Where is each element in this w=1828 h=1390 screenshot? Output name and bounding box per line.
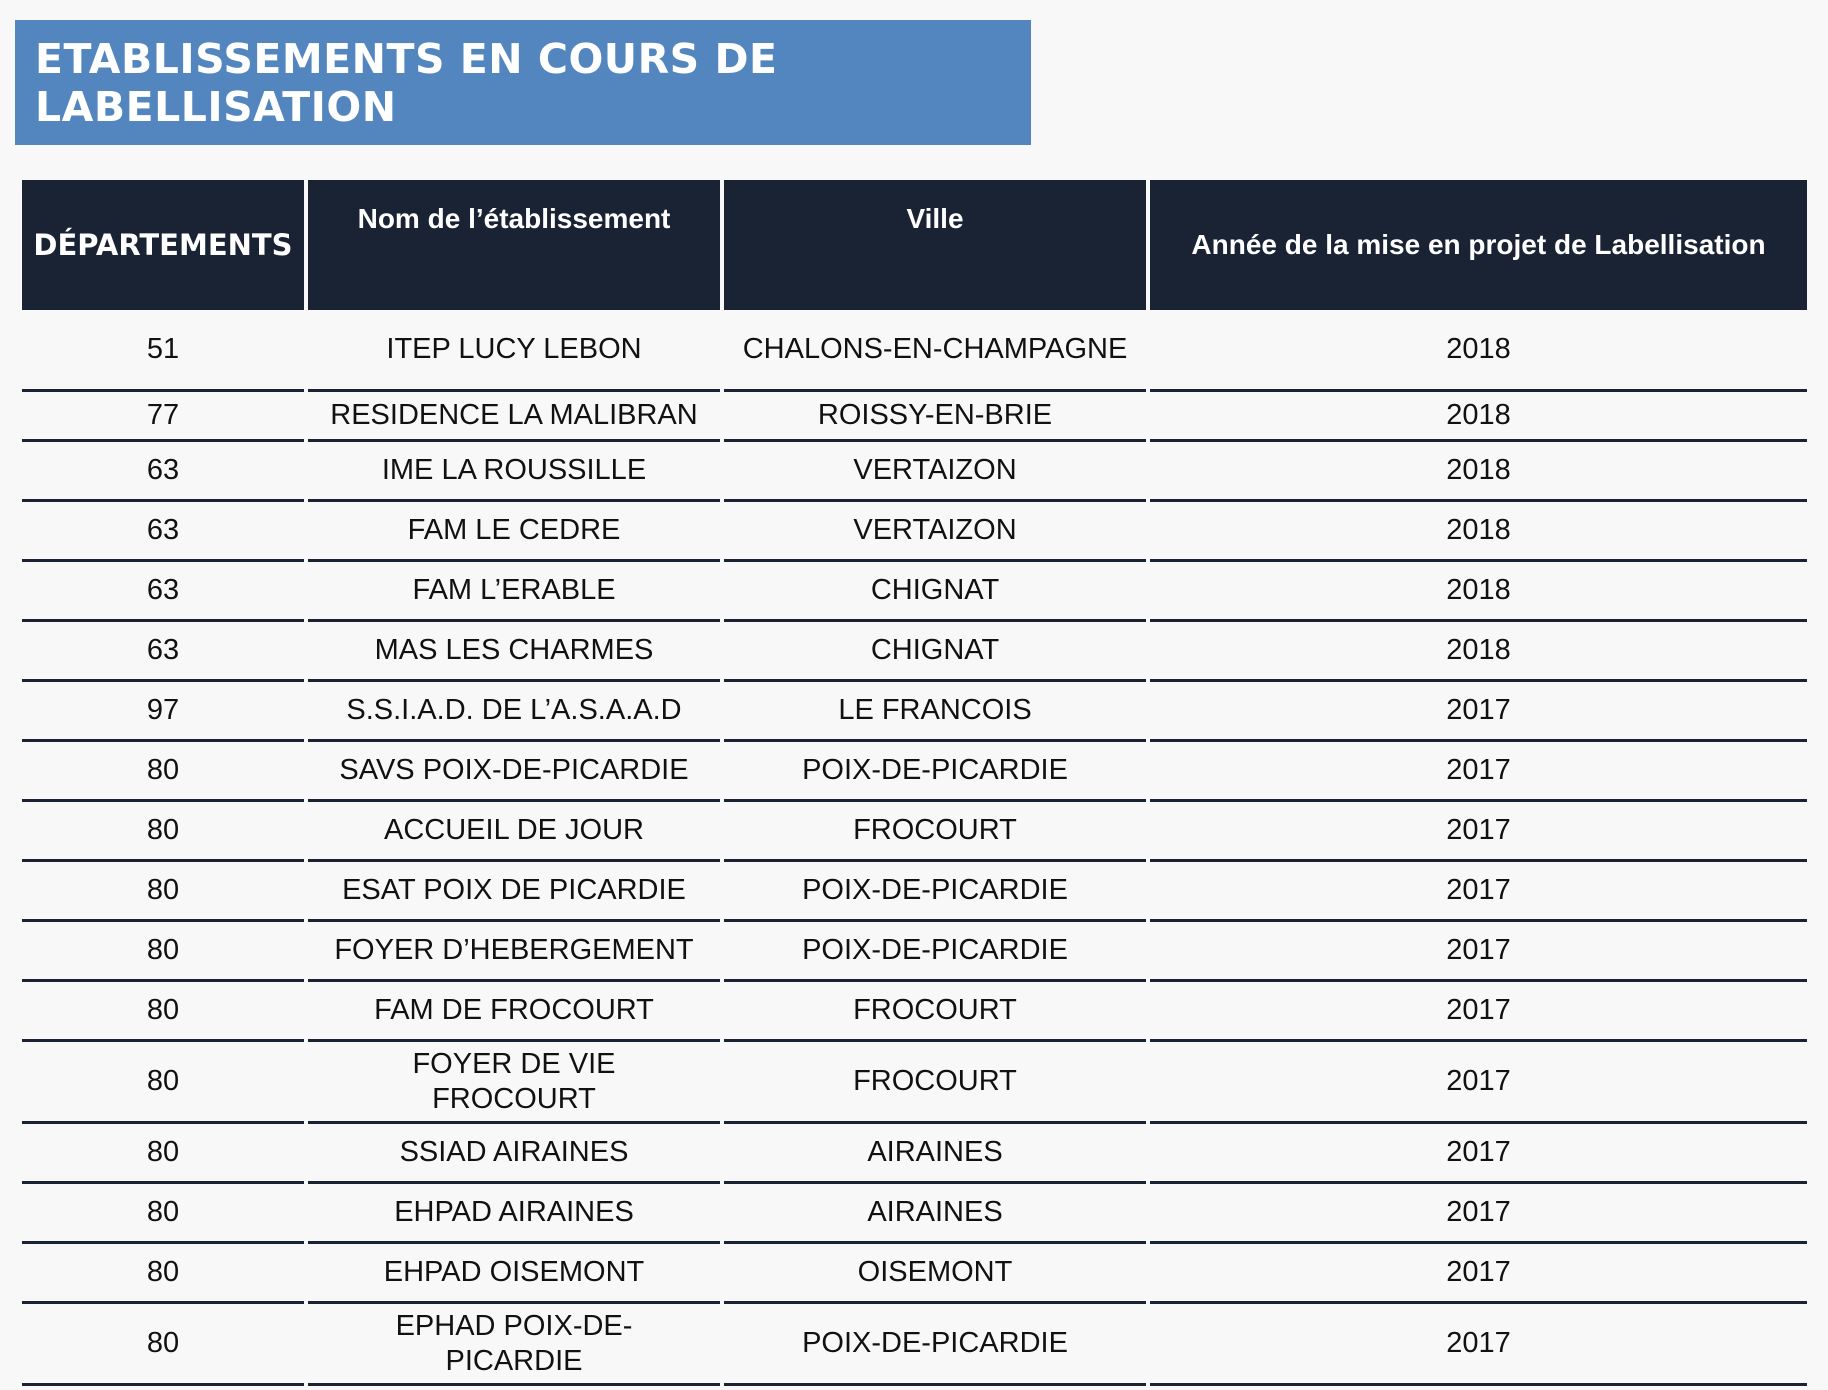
cell-nom: FAM LE CEDRE	[308, 502, 720, 562]
cell-nom: SSIAD AIRAINES	[308, 1124, 720, 1184]
cell-ville: VERTAIZON	[724, 442, 1146, 502]
table-row	[22, 1244, 1807, 1304]
cell-nom: EPHAD POIX-DE-PICARDIE	[308, 1304, 720, 1386]
cell-nom: FOYER DE VIE FROCOURT	[308, 1042, 720, 1124]
title-banner	[15, 20, 1031, 145]
cell-ville: CHIGNAT	[724, 562, 1146, 622]
cell-departement: 80	[22, 922, 304, 982]
cell-departement: 97	[22, 682, 304, 742]
header-annee: Année de la mise en projet de Labellisation	[1150, 180, 1807, 310]
table-row	[22, 502, 1807, 562]
cell-ville: FROCOURT	[724, 1042, 1146, 1124]
table-header-row	[22, 180, 1807, 310]
cell-departement: 51	[22, 310, 304, 392]
cell-nom: FOYER D’HEBERGEMENT	[308, 922, 720, 982]
establishments-table	[18, 180, 1811, 1386]
cell-annee: 2017	[1150, 1304, 1807, 1386]
table-row	[22, 562, 1807, 622]
table-row	[22, 982, 1807, 1042]
cell-nom: FAM DE FROCOURT	[308, 982, 720, 1042]
cell-ville: OISEMONT	[724, 1244, 1146, 1304]
cell-annee: 2018	[1150, 562, 1807, 622]
cell-annee: 2018	[1150, 392, 1807, 442]
cell-ville: AIRAINES	[724, 1184, 1146, 1244]
cell-nom: MAS LES CHARMES	[308, 622, 720, 682]
cell-departement: 80	[22, 1184, 304, 1244]
cell-ville: POIX-DE-PICARDIE	[724, 922, 1146, 982]
cell-ville: FROCOURT	[724, 802, 1146, 862]
cell-departement: 80	[22, 862, 304, 922]
cell-nom: IME LA ROUSSILLE	[308, 442, 720, 502]
cell-departement: 80	[22, 1042, 304, 1124]
cell-annee: 2018	[1150, 310, 1807, 392]
cell-departement: 80	[22, 742, 304, 802]
table-row	[22, 682, 1807, 742]
cell-annee: 2017	[1150, 982, 1807, 1042]
cell-nom: RESIDENCE LA MALIBRAN	[308, 392, 720, 442]
cell-departement: 80	[22, 1244, 304, 1304]
cell-departement: 80	[22, 1304, 304, 1386]
table-row	[22, 1304, 1807, 1386]
table-row	[22, 442, 1807, 502]
cell-annee: 2018	[1150, 502, 1807, 562]
cell-ville: VERTAIZON	[724, 502, 1146, 562]
header-ville: Ville	[724, 180, 1146, 310]
cell-ville: POIX-DE-PICARDIE	[724, 862, 1146, 922]
cell-nom: ACCUEIL DE JOUR	[308, 802, 720, 862]
table-row	[22, 1184, 1807, 1244]
cell-annee: 2018	[1150, 442, 1807, 502]
cell-annee: 2017	[1150, 802, 1807, 862]
table-row	[22, 622, 1807, 682]
cell-nom: ESAT POIX DE PICARDIE	[308, 862, 720, 922]
table-row	[22, 310, 1807, 392]
cell-annee: 2017	[1150, 682, 1807, 742]
cell-nom: S.S.I.A.D. DE L’A.S.A.A.D	[308, 682, 720, 742]
cell-nom: SAVS POIX-DE-PICARDIE	[308, 742, 720, 802]
header-nom: Nom de l’établissement	[308, 180, 720, 310]
cell-annee: 2017	[1150, 1124, 1807, 1184]
cell-annee: 2017	[1150, 922, 1807, 982]
cell-ville: LE FRANCOIS	[724, 682, 1146, 742]
cell-ville: ROISSY-EN-BRIE	[724, 392, 1146, 442]
table-row	[22, 742, 1807, 802]
cell-ville: AIRAINES	[724, 1124, 1146, 1184]
cell-annee: 2017	[1150, 1244, 1807, 1304]
cell-annee: 2017	[1150, 742, 1807, 802]
cell-nom: EHPAD AIRAINES	[308, 1184, 720, 1244]
table-row	[22, 802, 1807, 862]
cell-departement: 80	[22, 802, 304, 862]
cell-annee: 2018	[1150, 622, 1807, 682]
cell-ville: CHIGNAT	[724, 622, 1146, 682]
cell-annee: 2017	[1150, 862, 1807, 922]
header-departements: DÉPARTEMENTS	[22, 180, 304, 310]
page-title: ETABLISSEMENTS EN COURS DE LABELLISATION	[35, 34, 778, 131]
table-row	[22, 1042, 1807, 1124]
cell-nom: FAM L’ERABLE	[308, 562, 720, 622]
cell-ville: FROCOURT	[724, 982, 1146, 1042]
cell-annee: 2017	[1150, 1184, 1807, 1244]
cell-ville: POIX-DE-PICARDIE	[724, 1304, 1146, 1386]
cell-departement: 63	[22, 622, 304, 682]
table-row	[22, 862, 1807, 922]
cell-nom: EHPAD OISEMONT	[308, 1244, 720, 1304]
cell-nom: ITEP LUCY LEBON	[308, 310, 720, 392]
cell-departement: 63	[22, 442, 304, 502]
cell-departement: 80	[22, 1124, 304, 1184]
table-row	[22, 392, 1807, 442]
cell-departement: 63	[22, 562, 304, 622]
cell-departement: 80	[22, 982, 304, 1042]
table-row	[22, 1124, 1807, 1184]
table-row	[22, 922, 1807, 982]
cell-ville: POIX-DE-PICARDIE	[724, 742, 1146, 802]
cell-annee: 2017	[1150, 1042, 1807, 1124]
cell-ville: CHALONS-EN-CHAMPAGNE	[724, 310, 1146, 392]
cell-departement: 63	[22, 502, 304, 562]
cell-departement: 77	[22, 392, 304, 442]
